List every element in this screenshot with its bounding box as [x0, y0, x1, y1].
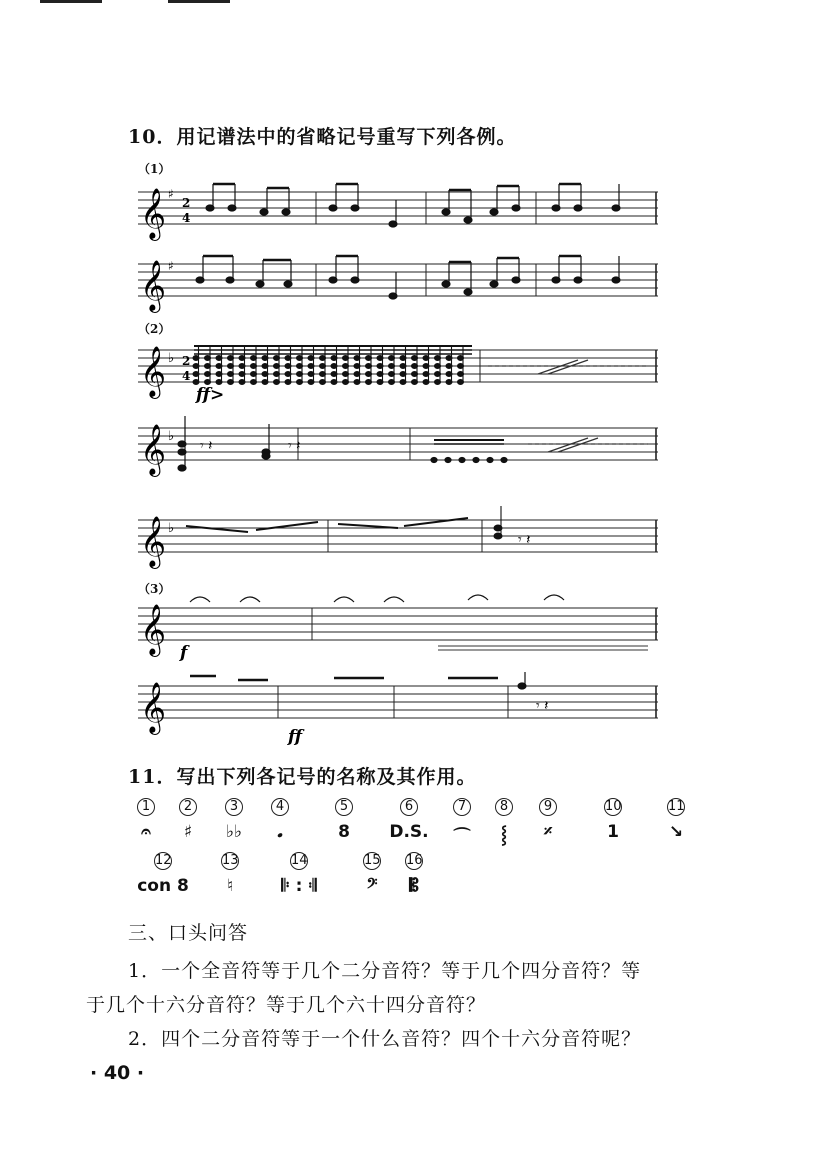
time-sig-bottom: 4 [182, 211, 191, 225]
symbol-10-volta: 10 1 [605, 799, 622, 842]
example-2-label: （2） [138, 322, 171, 336]
dynamic-ff: ff [288, 727, 303, 747]
svg-text:𝄞: 𝄞 [140, 424, 167, 475]
page-number: · 40 · [90, 1062, 145, 1084]
svg-text:𝄾 𝄽: 𝄾 𝄽 [200, 438, 213, 454]
example-1-label: （1） [138, 162, 171, 176]
svg-text:𝄾 𝄽: 𝄾 𝄽 [536, 698, 549, 714]
symbol-15-bass-clef: 15 𝄢 [364, 853, 381, 896]
svg-text:4: 4 [182, 369, 191, 383]
symbol-16-alto-clef: 16 𝄡 [406, 853, 423, 896]
q10-heading: 10．用记谱法中的省略记号重写下列各例。 [128, 126, 517, 148]
svg-text:𝄾 𝄽: 𝄾 𝄽 [288, 438, 301, 454]
symbol-4-staccato: 4 𝅘 [262, 798, 298, 842]
symbol-11-glissando: 11 ↘ [668, 799, 685, 842]
staff-ex3-line2 [138, 668, 658, 747]
scan-mark-right [168, 0, 230, 3]
svg-text:𝄞: 𝄞 [140, 188, 167, 239]
q1-line2: 于几个十六分音符？等于几个六十四分音符？ [86, 994, 487, 1016]
svg-text:𝄾 𝄽: 𝄾 𝄽 [518, 532, 531, 548]
svg-text:2: 2 [182, 354, 191, 368]
staff-ex3-line1 [138, 590, 658, 663]
staff-ex2-line3 [138, 502, 658, 572]
example-3-label: （3） [138, 582, 171, 596]
staff-ex2-line2 [138, 410, 658, 480]
symbol-13-natural: 13 ♮ [222, 853, 239, 896]
section-3-heading: 三、口头问答 [128, 922, 249, 944]
q1-line1: 1．一个全音符等于几个二分音符？等于几个四分音符？等 [128, 960, 642, 982]
svg-text:𝄞: 𝄞 [140, 516, 167, 567]
symbol-12-con-8: 12 con 8 [137, 853, 189, 896]
svg-text:♯: ♯ [168, 187, 174, 201]
svg-text:𝄞: 𝄞 [140, 346, 167, 397]
dynamic-ff-accent: ff> [196, 385, 225, 405]
svg-text:♭: ♭ [168, 351, 175, 366]
symbol-2-sharp: 2 ♯ [170, 798, 206, 842]
staff-ex1-line1 [138, 178, 658, 248]
q11-heading: 11．写出下列各记号的名称及其作用。 [128, 766, 477, 788]
symbol-8-arpeggio: 8 ⸾ [486, 798, 522, 845]
svg-text:𝄞: 𝄞 [140, 682, 167, 733]
symbol-1-fermata: 1 𝄐 [128, 798, 164, 842]
symbol-row-2 [128, 852, 698, 922]
staff-ex2-line1 [138, 332, 658, 405]
q2-line1: 2．四个二分音符等于一个什么音符？四个十六分音符呢？ [128, 1028, 642, 1050]
dynamic-f: f [180, 643, 188, 663]
scan-mark-left [40, 0, 102, 3]
symbol-14-repeat-signs: 14 𝄆 : 𝄇 [281, 853, 317, 896]
staff-ex1-line2 [138, 250, 658, 320]
time-sig-top: 2 [182, 196, 191, 210]
symbol-6-dal-segno: 6 D.S. [389, 799, 429, 842]
symbol-5-octave: 5 8 [314, 798, 374, 842]
svg-text:𝄞: 𝄞 [140, 604, 167, 655]
svg-text:♭: ♭ [168, 429, 175, 444]
svg-text:𝄞: 𝄞 [140, 260, 167, 311]
svg-text:♭: ♭ [168, 521, 175, 536]
symbol-7-slur: 7 ⌒ [453, 799, 471, 847]
svg-text:♯: ♯ [168, 259, 174, 273]
symbol-9-repeat: 9 𝄎 [530, 798, 566, 842]
symbol-3-double-flat: 3 ♭♭ [225, 799, 243, 842]
